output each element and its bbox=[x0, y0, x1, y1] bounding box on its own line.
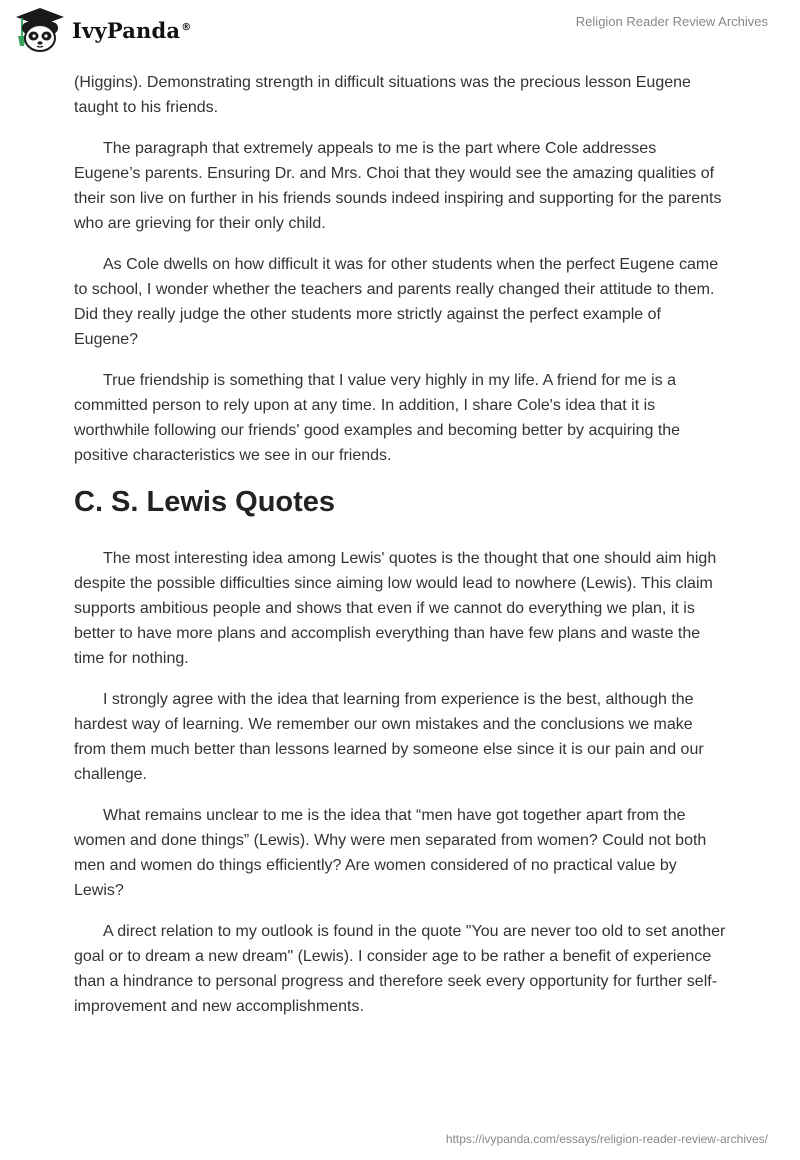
paragraph-6: I strongly agree with the idea that learning from experience is the best, although the hardest way of learning. We remember our own mistakes and the conclusions we make from them much better than lessons learned by someone else since it is our pain and our challenge. bbox=[74, 691, 704, 783]
paragraph-5: The most interesting idea among Lewis' quotes is the thought that one should aim high despite the possible difficulties since aiming low would lead to nowhere (Lewis). This claim supports ambitious people and shows that even if we cannot do everything we plan, it is better to have more plans and accomplish everything than have few plans and waste the time for nothing. bbox=[74, 550, 717, 667]
paragraph-7: What remains unclear to me is the idea that “men have got together apart from the women and done things” (Lewis). Why were men separated from women? Could not both men and women do things efficiently? Are women considered of no practical value by Lewis? bbox=[74, 807, 707, 899]
document-title: Religion Reader Review Archives bbox=[575, 14, 768, 29]
paragraph-4: True friendship is something that I value very highly in my life. A friend for me is a committed person to rely upon at any time. In addition, I share Cole's idea that it is worthwhile following our friends' good examples and becoming better by acquiring the positive characteristics we see in our friends. bbox=[74, 372, 681, 464]
paragraph-3: As Cole dwells on how difficult it was for other students when the perfect Eugene came to school, I wonder whether the teachers and parents really changed their attitude to them. Did they really judge the other students more strictly against the perfect example of Eugene? bbox=[74, 256, 719, 348]
paragraph-1: (Higgins). Demonstrating strength in difficult situations was the precious lesson Eugene taught to his friends. bbox=[74, 74, 691, 116]
essay-content bbox=[74, 70, 726, 1035]
section-heading: C. S. Lewis Quotes bbox=[74, 486, 336, 518]
page-header bbox=[0, 0, 800, 64]
paragraph-2: The paragraph that extremely appeals to me is the part where Cole addresses Eugene’s parents. Ensuring Dr. and Mrs. Choi that they would see the amazing qualities of their son live on further in his friends sounds indeed inspiring and supporting for the parents who are grieving for their only child. bbox=[74, 140, 722, 232]
source-url[interactable]: https://ivypanda.com/essays/religion-reader-review-archives/ bbox=[445, 1132, 768, 1146]
brand-logo[interactable] bbox=[14, 6, 191, 54]
registered-mark: ® bbox=[181, 21, 192, 33]
paragraph-8: A direct relation to my outlook is found in the quote "You are never too old to set another goal or to dream a new dream" (Lewis). I consider age to be rather a benefit of experience than a hindrance to personal progress and therefore seek every opportunity for further self-improvement and new accomplishments. bbox=[74, 923, 726, 1015]
panda-graduate-icon bbox=[14, 6, 66, 54]
brand-name: IvyPanda® bbox=[72, 17, 192, 43]
